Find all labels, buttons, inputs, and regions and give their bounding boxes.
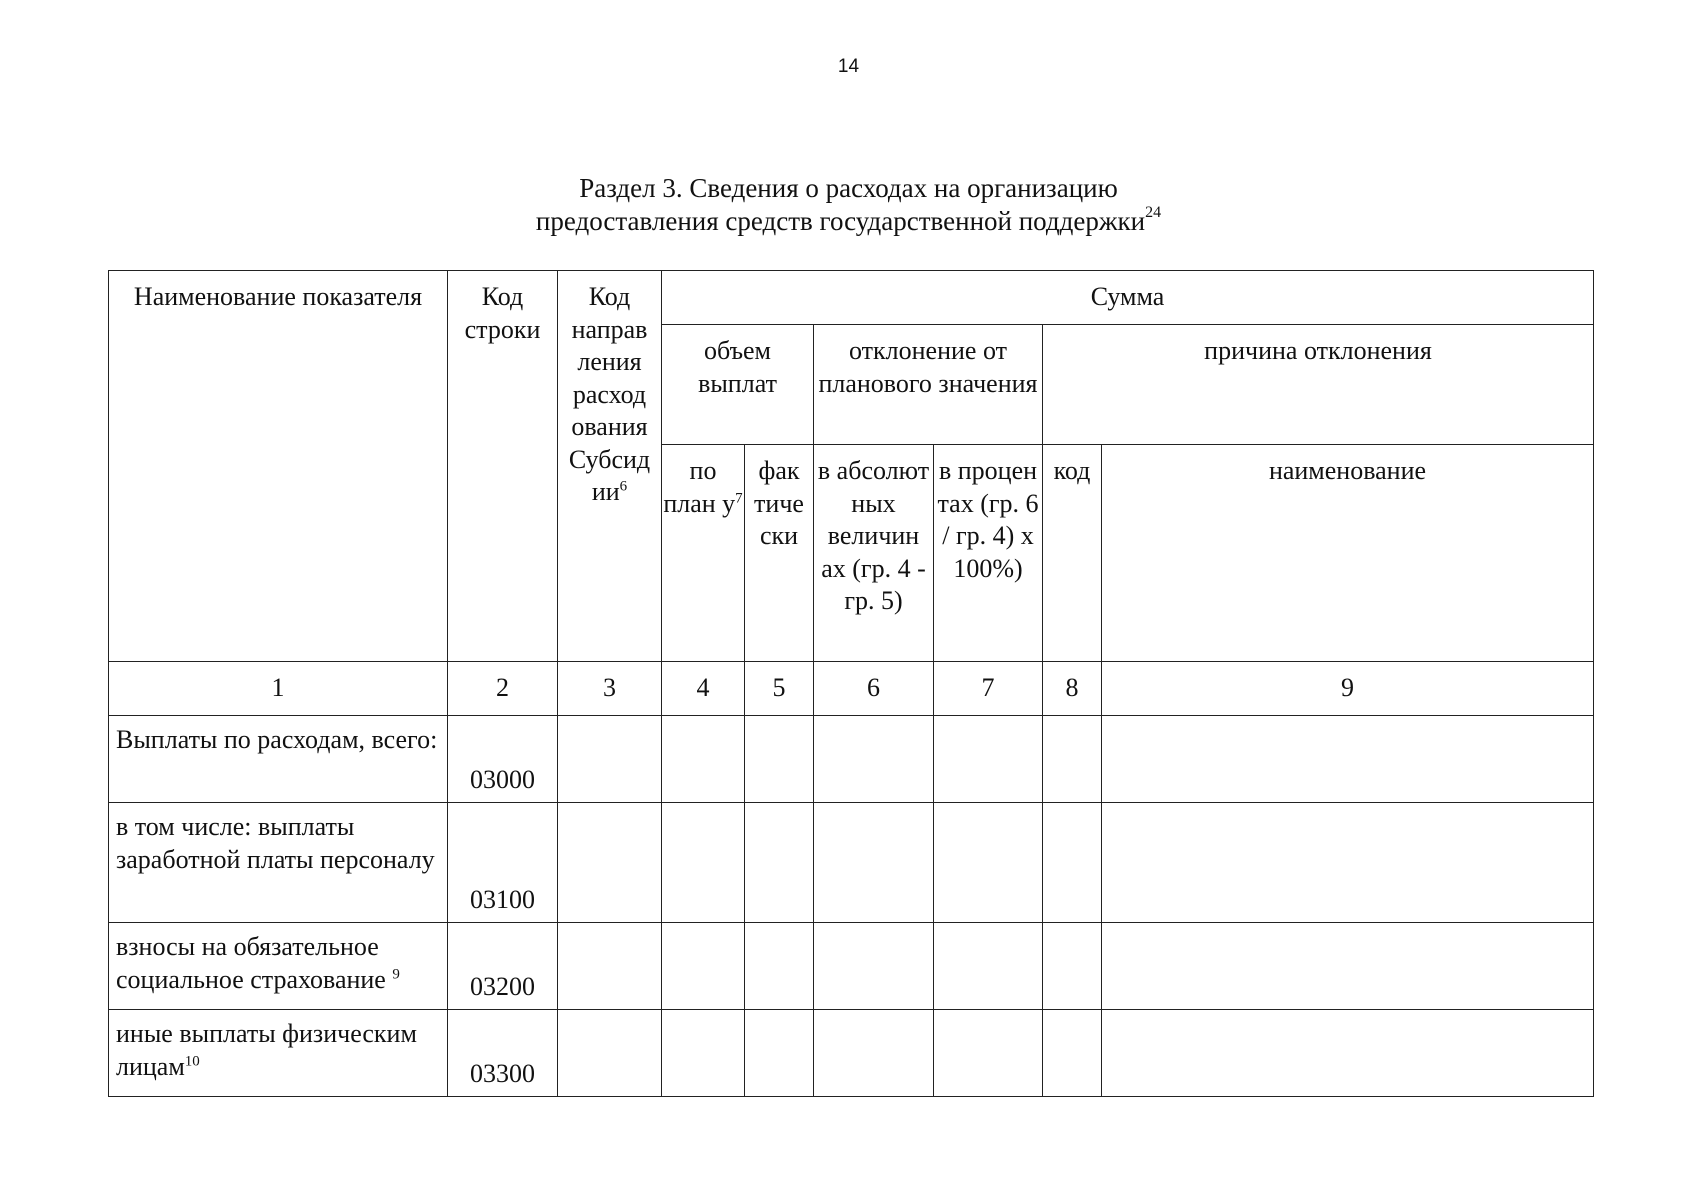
- empty-cell: [934, 923, 1043, 1010]
- row-label: Выплаты по расходам, всего:: [109, 716, 448, 803]
- header-row-code: Код строки: [448, 271, 558, 662]
- empty-cell: [814, 716, 934, 803]
- empty-cell: [745, 803, 814, 923]
- header-sum: Сумма: [662, 271, 1594, 325]
- row-label: в том числе: выплаты заработной платы персоналу: [109, 803, 448, 923]
- column-number: 2: [448, 662, 558, 716]
- section-title: [0, 172, 1697, 238]
- header-indicator-name: Наименование показателя: [109, 271, 448, 662]
- column-number: 3: [558, 662, 662, 716]
- header-volume: объем выплат: [662, 325, 814, 445]
- empty-cell: [662, 923, 745, 1010]
- header-direction-code-footnote: 6: [619, 478, 628, 495]
- header-percent: в процен тах (гр. 6 / гр. 4) х 100%): [934, 445, 1043, 662]
- table-row: [109, 716, 1594, 803]
- row-label: [109, 1010, 448, 1097]
- column-number: 7: [934, 662, 1043, 716]
- header-direction-code-text: Код направ ления расход ования Субсид ии: [568, 282, 651, 506]
- empty-cell: [1043, 803, 1102, 923]
- section-title-line2: [0, 205, 1697, 238]
- column-number: 8: [1043, 662, 1102, 716]
- column-number: 5: [745, 662, 814, 716]
- header-reason-code: код: [1043, 445, 1102, 662]
- header-reason: причина отклонения: [1043, 325, 1594, 445]
- empty-cell: [1102, 803, 1594, 923]
- empty-cell: [814, 803, 934, 923]
- row-label-footnote: 9: [392, 965, 400, 982]
- empty-cell: [934, 1010, 1043, 1097]
- empty-cell: [745, 1010, 814, 1097]
- section-title-line1: Раздел 3. Сведения о расходах на организацию: [579, 173, 1118, 203]
- page-number: 14: [837, 56, 860, 77]
- row-code: 03100: [448, 803, 558, 923]
- empty-cell: [558, 1010, 662, 1097]
- empty-cell: [1043, 716, 1102, 803]
- table-row: [109, 923, 1594, 1010]
- column-number: 4: [662, 662, 745, 716]
- empty-cell: [1102, 923, 1594, 1010]
- column-number: 9: [1102, 662, 1594, 716]
- empty-cell: [558, 716, 662, 803]
- table-row: [109, 1010, 1594, 1097]
- empty-cell: [558, 803, 662, 923]
- expenses-table: [108, 270, 1594, 1097]
- empty-cell: [1043, 1010, 1102, 1097]
- row-code: 03300: [448, 1010, 558, 1097]
- empty-cell: [1102, 1010, 1594, 1097]
- column-number: 1: [109, 662, 448, 716]
- header-plan-footnote: 7: [735, 489, 743, 506]
- header-plan-text: по план у: [663, 456, 736, 518]
- row-code: 03200: [448, 923, 558, 1010]
- empty-cell: [558, 923, 662, 1010]
- empty-cell: [1102, 716, 1594, 803]
- empty-cell: [745, 923, 814, 1010]
- empty-cell: [934, 716, 1043, 803]
- header-reason-name: наименование: [1102, 445, 1594, 662]
- section-title-line2-text: предоставления средств государственной поддержки: [535, 206, 1146, 236]
- row-label-text: иные выплаты физическим лицам: [116, 1019, 417, 1081]
- row-label-text: взносы на обязательное социальное страхование: [116, 932, 393, 994]
- row-code: 03000: [448, 716, 558, 803]
- empty-cell: [814, 923, 934, 1010]
- header-direction-code: [558, 271, 662, 662]
- header-deviation: отклонение от планового значения: [814, 325, 1043, 445]
- empty-cell: [1043, 923, 1102, 1010]
- header-absolute: в абсолют ных величин ах (гр. 4 - гр. 5): [814, 445, 934, 662]
- row-label-footnote: 10: [184, 1052, 200, 1069]
- empty-cell: [662, 803, 745, 923]
- column-number: 6: [814, 662, 934, 716]
- empty-cell: [662, 1010, 745, 1097]
- table-row: [109, 803, 1594, 923]
- section-title-footnote: 24: [1145, 204, 1162, 221]
- row-label: [109, 923, 448, 1010]
- header-actual: фак тиче ски: [745, 445, 814, 662]
- empty-cell: [745, 716, 814, 803]
- empty-cell: [814, 1010, 934, 1097]
- empty-cell: [662, 716, 745, 803]
- header-plan: [662, 445, 745, 662]
- empty-cell: [934, 803, 1043, 923]
